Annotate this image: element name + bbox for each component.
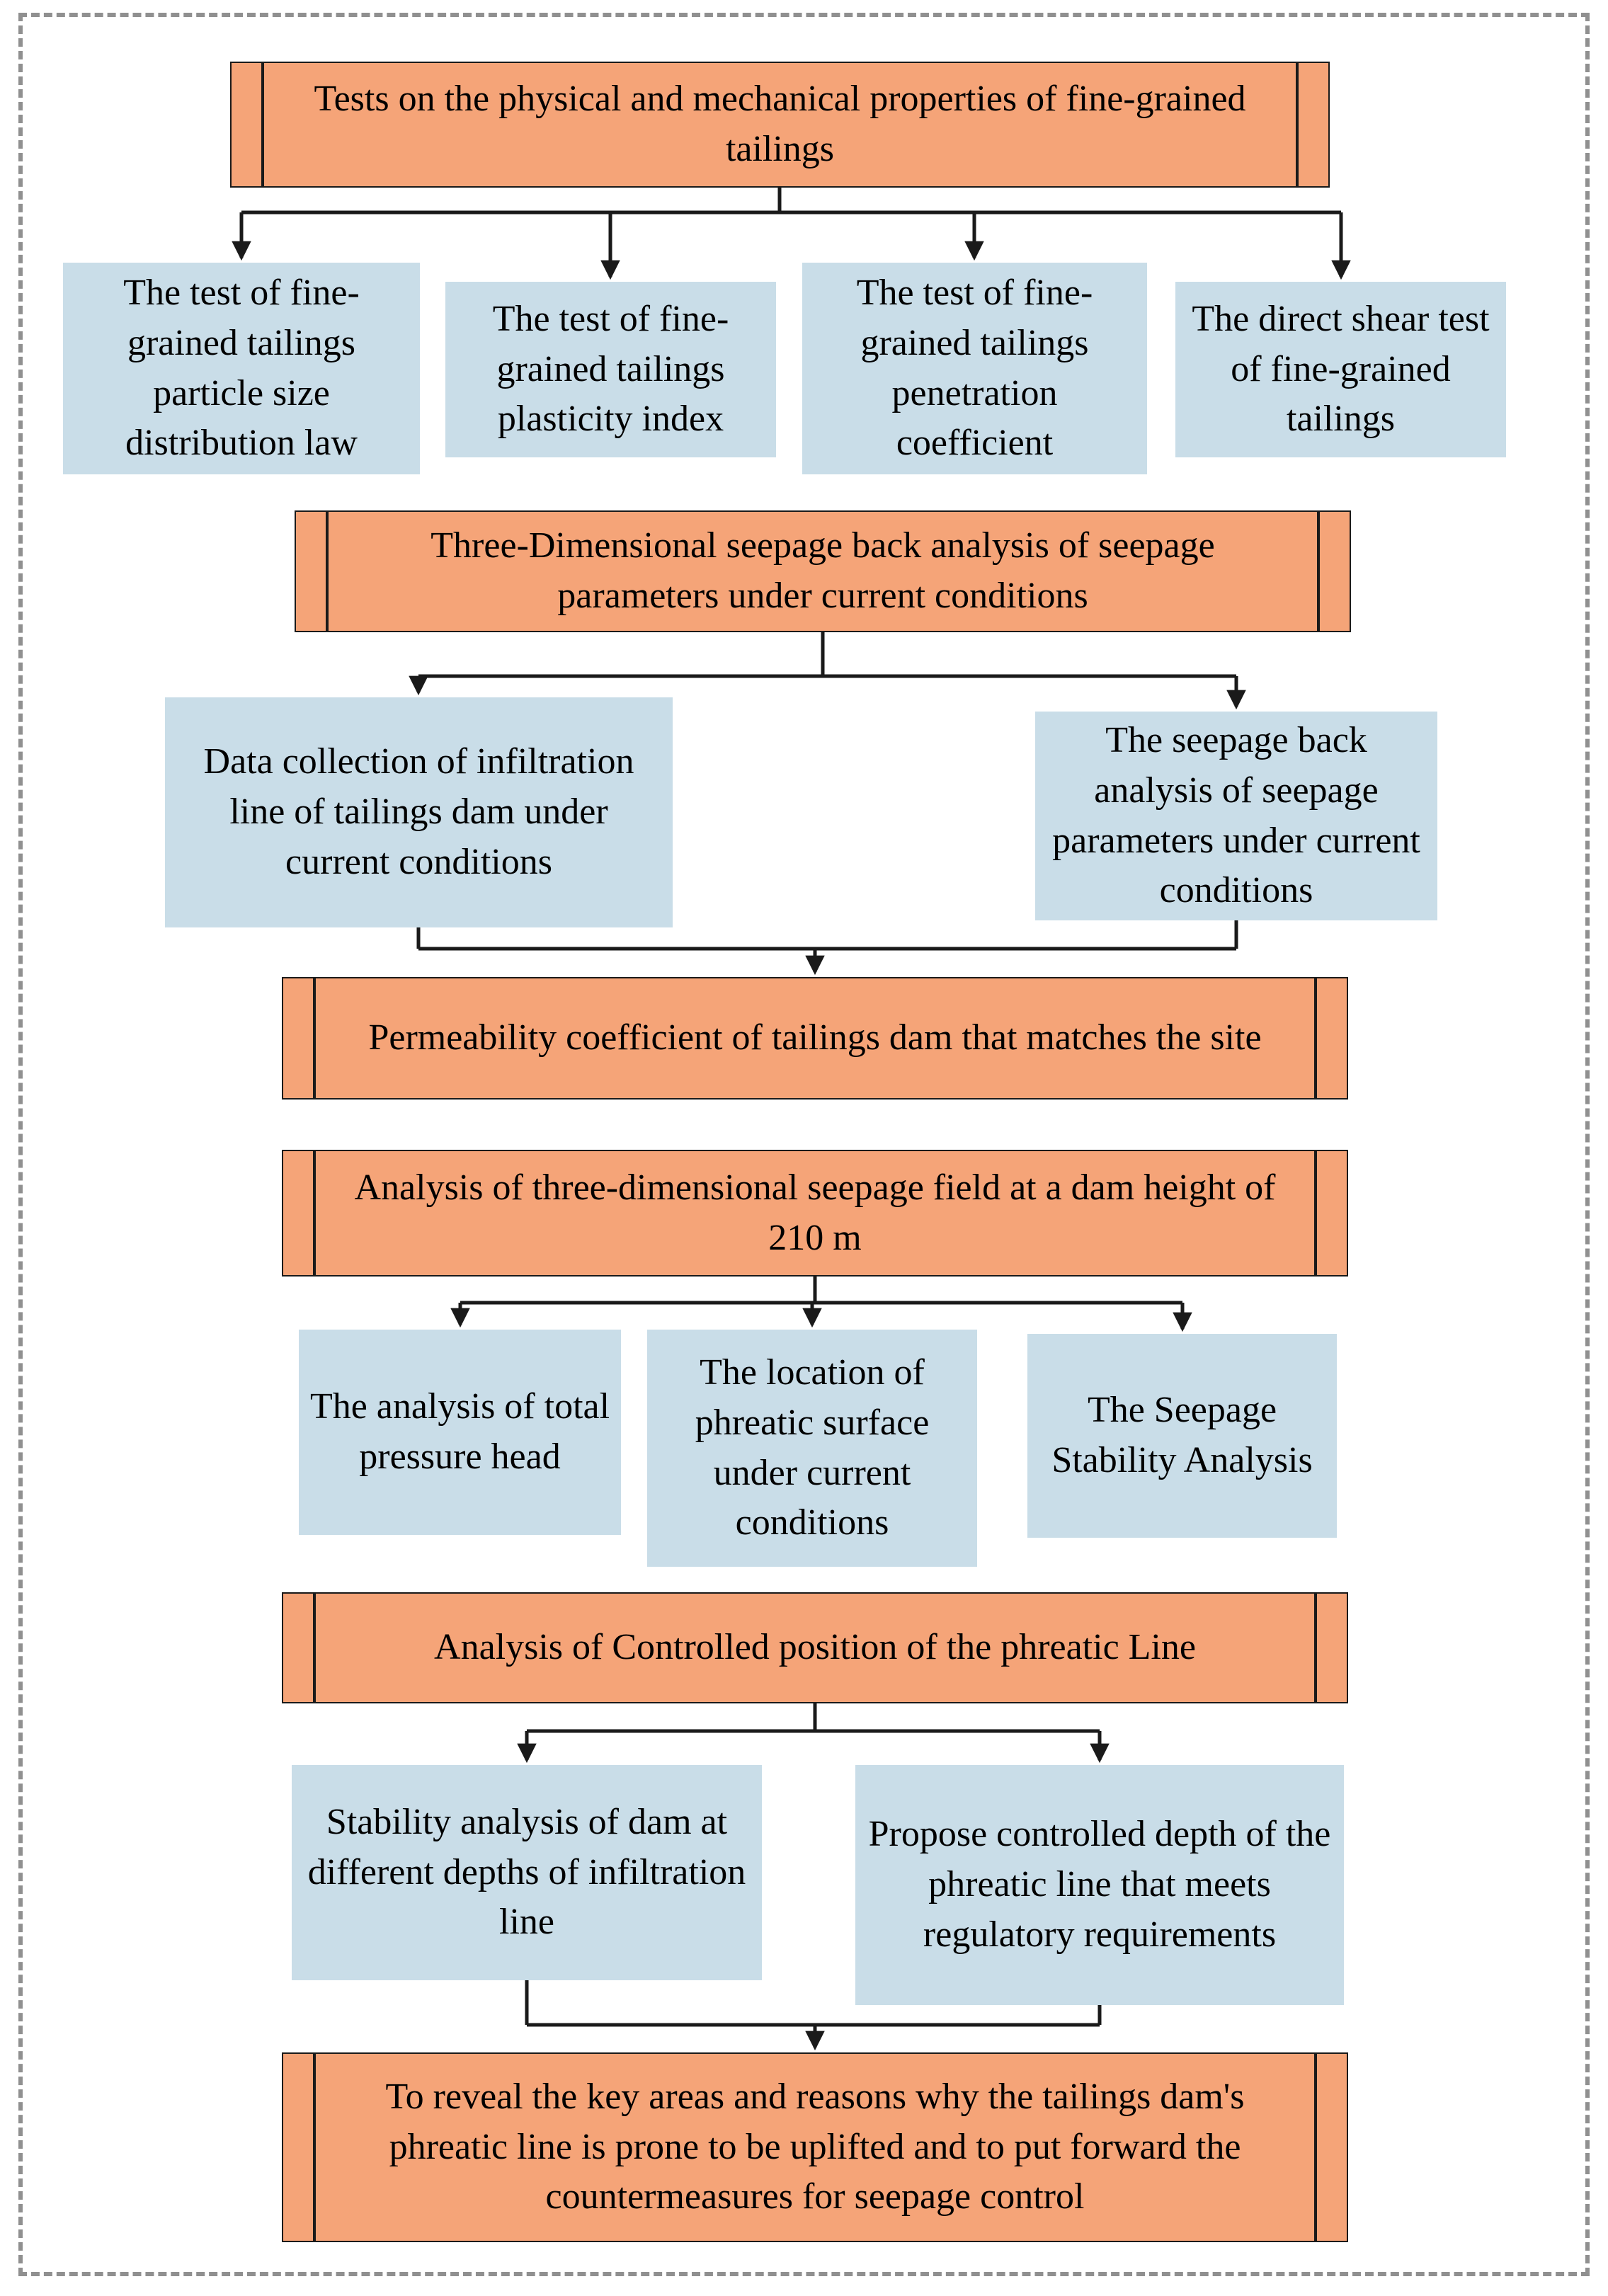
node-seepage-back-analysis — [1035, 712, 1437, 920]
node-direct-shear-test-label: The direct shear test of fine-grained tailings — [1192, 298, 1490, 440]
node-controlled-depth-proposal — [855, 1765, 1344, 2005]
node-back-analysis-header-label: Three-Dimensional seepage back analysis of seepage parameters under current conditions — [430, 525, 1215, 616]
node-data-collection-label: Data collection of infiltration line of tailings dam under current conditions — [203, 741, 634, 882]
node-seepage-back-analysis-label: The seepage back analysis of seepage parameters under current conditions — [1052, 720, 1420, 911]
node-plasticity-index-test — [445, 282, 776, 457]
node-controlled-position-header-label: Analysis of Controlled position of the phreatic Line — [434, 1627, 1196, 1668]
node-back-analysis-header — [295, 510, 1351, 632]
node-tests-header-label: Tests on the physical and mechanical properties of fine-grained tailings — [314, 79, 1246, 169]
node-seepage-stability-analysis-label: The Seepage Stability Analysis — [1051, 1390, 1313, 1480]
node-conclusion-label: To reveal the key areas and reasons why the tailings dam's phreatic line is prone to be uplifted and to put forward the countermeasures for seepage control — [385, 2076, 1245, 2217]
node-controlled-depth-proposal-label: Propose controlled depth of the phreatic line that meets regulatory requirements — [868, 1814, 1331, 1955]
node-stability-different-depths — [292, 1765, 762, 1980]
node-direct-shear-test — [1175, 282, 1506, 457]
node-particle-size-test — [63, 263, 420, 474]
node-controlled-position-header — [282, 1592, 1348, 1703]
node-tests-header — [230, 62, 1330, 188]
node-seepage-field-analysis-label: Analysis of three-dimensional seepage field at a dam height of 210 m — [354, 1167, 1276, 1258]
node-total-pressure-head-label: The analysis of total pressure head — [309, 1386, 610, 1477]
node-plasticity-index-test-label: The test of fine-grained tailings plasticity index — [492, 298, 729, 440]
node-permeability-coefficient — [282, 977, 1348, 1100]
node-penetration-coefficient-test — [802, 263, 1147, 474]
node-permeability-coefficient-label: Permeability coefficient of tailings dam that matches the site — [368, 1017, 1262, 1058]
node-conclusion — [282, 2052, 1348, 2242]
node-total-pressure-head — [299, 1330, 621, 1535]
node-stability-different-depths-label: Stability analysis of dam at different depths of infiltration line — [307, 1801, 746, 1943]
node-seepage-field-analysis — [282, 1150, 1348, 1276]
node-seepage-stability-analysis — [1027, 1334, 1337, 1538]
node-particle-size-test-label: The test of fine-grained tailings particle size distribution law — [123, 273, 360, 464]
node-phreatic-surface-location — [647, 1330, 977, 1567]
node-phreatic-surface-location-label: The location of phreatic surface under current conditions — [695, 1352, 930, 1543]
node-penetration-coefficient-test-label: The test of fine-grained tailings penetration coefficient — [856, 273, 1093, 464]
node-data-collection — [165, 697, 673, 927]
